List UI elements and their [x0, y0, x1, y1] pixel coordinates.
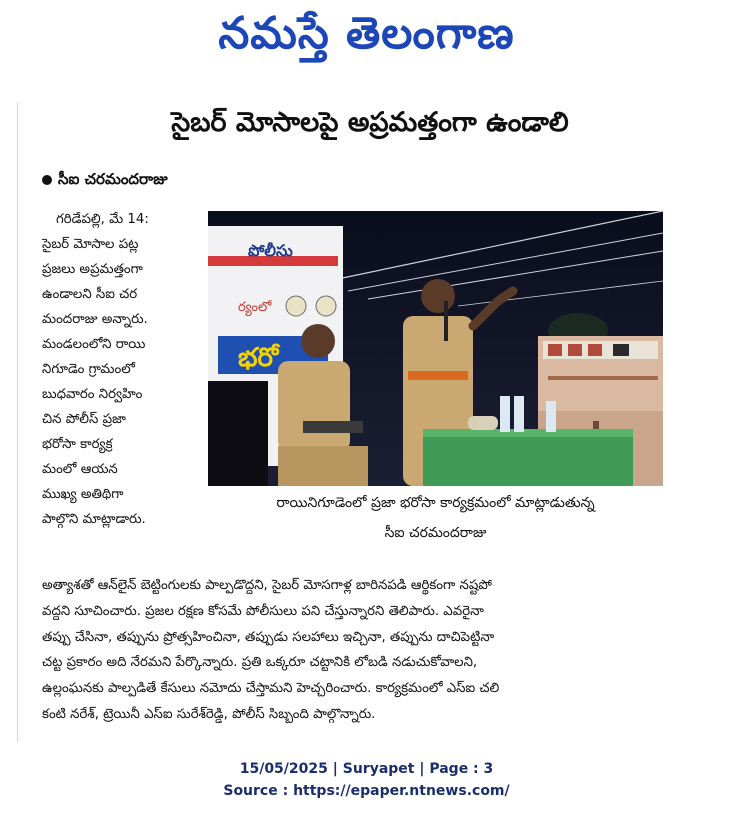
banner-text: పోలీసు — [248, 241, 293, 260]
caption-line: సీఐ చరమందరాజు — [384, 525, 487, 541]
column-line: నిగూడెం గ్రామంలో — [42, 362, 135, 377]
article-headline: సైబర్ మోసాలపై అప్రమత్తంగా ఉండాలి — [171, 107, 569, 138]
article-photo — [208, 211, 663, 486]
banner-text: భరో — [238, 343, 279, 373]
column-line: ముఖ్య అతిథిగా — [42, 487, 124, 502]
column-line: భరోసా కార్యక్ర — [42, 437, 113, 452]
body-line: చట్ట ప్రకారం అది నేరమని పేర్కొన్నారు. ప్రతి ఒక్కరూ చట్టానికి లోబడి నడుచుకోవాలని, — [42, 655, 478, 671]
column-line: ఉండాలని సీఐ చర — [42, 287, 138, 302]
footer-source: Source : https://epaper.ntnews.com/ — [223, 783, 510, 799]
column-line: మందరాజు అన్నారు. — [42, 312, 148, 327]
column-line: పాల్గొని మాట్లాడారు. — [42, 512, 146, 527]
banner-text: ర్యంలో — [238, 300, 272, 315]
body-line: అత్యాశతో ఆన్‌లైన్ బెట్టింగులకు పాల్పడొద్దని, సైబర్ మోసగాళ్ల బారినపడి ఆర్థికంగా నష్టపో — [42, 578, 492, 593]
masthead-logo: నమస్తే తెలంగాణ — [218, 8, 515, 59]
column-line: చిన పోలీస్ ప్రజా — [42, 412, 126, 427]
body-line: ఉల్లంఘనకు పాల్పడితే కేసులు నమోదు చేస్తామని హెచ్చరించారు. కార్యక్రమంలో ఎస్ఐ చలి — [42, 681, 500, 697]
column-line: గరిడేపల్లి, మే 14: — [56, 212, 149, 227]
column-line: బుధవారం నిర్వహిం — [42, 387, 143, 402]
article-column — [42, 207, 204, 532]
byline-text: సీఐ చరమందరాజు — [58, 170, 168, 188]
byline — [42, 170, 168, 192]
body-line: వద్దని సూచించారు. ప్రజల రక్షణ కోసమే పోలీసులు పని చేస్తున్నారని తెలిపారు. ఎవరైనా — [42, 603, 484, 619]
column-line: మంలో ఆయన — [42, 462, 118, 477]
column-line: మండలంలోని రాయి — [42, 337, 146, 352]
body-line: కంటి నరేశ్, ట్రెయినీ ఎస్ఐ సురేశ్‌రెడ్డి, పోలీస్ సిబ్బంది పాల్గొన్నారు. — [42, 706, 376, 722]
column-line: ప్రజలు అప్రమత్తంగా — [42, 262, 143, 277]
bullet-icon — [42, 175, 52, 185]
column-line: సైబర్ మోసాల పట్ల — [42, 237, 139, 252]
caption-line: రాయినిగూడెంలో ప్రజా భరోసా కార్యక్రమంలో మాట్లాడుతున్న — [276, 495, 595, 511]
article-body — [42, 573, 664, 728]
body-line: తప్పు చేసినా, తప్పును ప్రోత్సహించినా, తప్పుడు సలహాలు ఇచ్చినా, తప్పును దాచిపెట్టినా — [42, 629, 495, 645]
footer-date-page: 15/05/2025 | Suryapet | Page : 3 — [239, 761, 494, 777]
photo-caption — [208, 488, 663, 548]
clipping-footer — [0, 758, 733, 802]
clipping-border — [17, 102, 18, 742]
